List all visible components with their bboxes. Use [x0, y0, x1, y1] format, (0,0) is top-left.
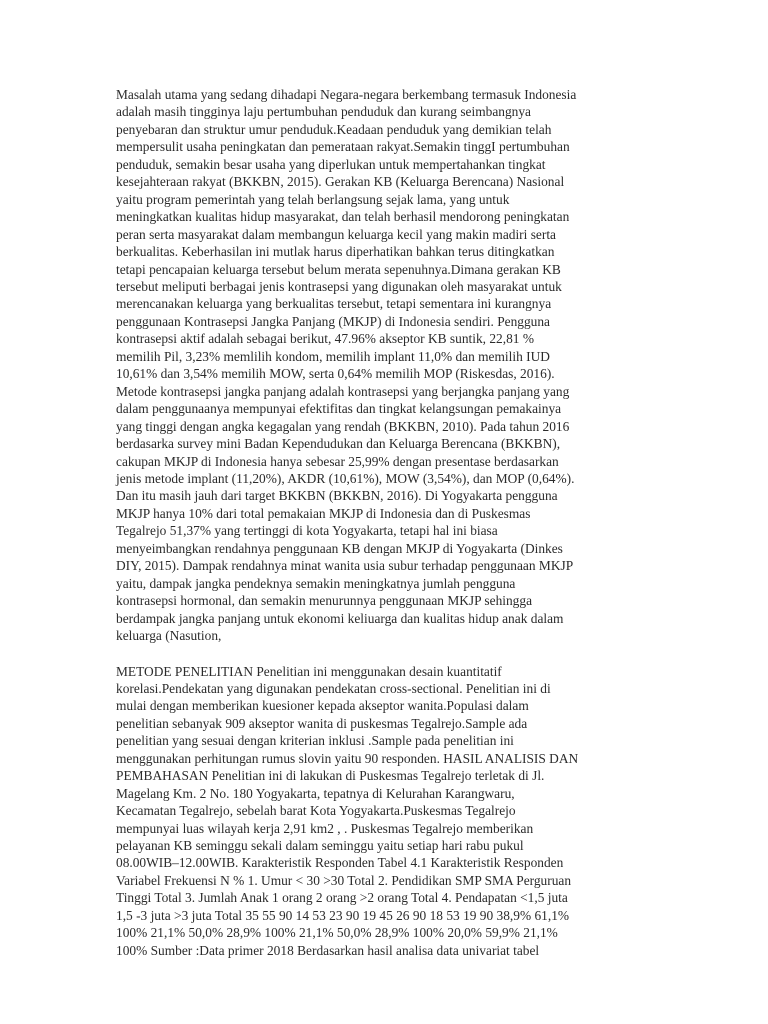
document-page: [116, 86, 656, 959]
paragraph-introduction: Masalah utama yang sedang dihadapi Negara-negara berkembang termasuk Indonesia adalah masih tingginya laju pertumbuhan penduduk dan kurang seimbangnya penyebaran dan struktur umur penduduk.Keadaan penduduk yang demikian telah mempersulit usaha peningkatan dan pemerataan rakyat.Semakin tinggI pertumbuhan penduduk, semakin besar usaha yang diperlukan untuk mempertahankan tingkat kesejahteraan rakyat (BKKBN, 2015). Gerakan KB (Keluarga Berencana) Nasional yaitu program pemerintah yang telah berlangsung sejak lama, yang untuk meningkatkan kualitas hidup masyarakat, dan telah berhasil mendorong peningkatan peran serta masyarakat dalam membangun keluarga kecil yang makin madiri serta berkualitas. Keberhasilan ini mutlak harus diperhatikan bahkan terus ditingkatkan tetapi pencapaian keluarga tersebut belum merata sepenuhnya.Dimana gerakan KB tersebut meliputi berbagai jenis kontrasepsi yang digunakan oleh masyarakat untuk merencanakan keluarga yang berkualitas tersebut, tetapi sementara ini kurangnya penggunaan Kontrasepsi Jangka Panjang (MKJP) di Indonesia sendiri. Pengguna kontrasepsi aktif adalah sebagai berikut, 47.96% akseptor KB suntik, 22,81 % memilih Pil, 3,23% memlilih kondom, memilih implant 11,0% dan memilih IUD 10,61% dan 3,54% memilih MOW, serta 0,64% memilih MOP (Riskesdas, 2016). Metode kontrasepsi jangka panjang adalah kontrasepsi yang berjangka panjang yang dalam penggunaanya mempunyai efektifitas dan tingkat kelangsungan pemakainya yang tinggi dengan angka kegagalan yang rendah (BKKBN, 2010). Pada tahun 2016 berdasarka survey mini Badan Kependudukan dan Keluarga Berencana (BKKBN), cakupan MKJP di Indonesia hanya sebesar 25,99% dengan presentase berdasarkan jenis metode implant (11,20%), AKDR (10,61%), MOW (3,54%), dan MOP (0,64%). Dan itu masih jauh dari target BKKBN (BKKBN, 2016). Di Yogyakarta pengguna MKJP hanya 10% dari total pemakaian MKJP di Indonesia dan di Puskesmas Tegalrejo 51,37% yang tertinggi di kota Yogyakarta, tetapi hal ini biasa menyeimbangkan rendahnya penggunaan KB dengan MKJP di Yogyakarta (Dinkes DIY, 2015). Dampak rendahnya minat wanita usia subur terhadap penggunaan MKJP yaitu, dampak jangka pendeknya semakin meningkatnya jumlah pengguna kontrasepsi hormonal, dan semakin menurunnya penggunaan MKJP sehingga berdampak jangka panjang untuk ekonomi keliuarga dan kualitas hidup anak dalam keluarga (Nasution,: [116, 87, 577, 644]
paragraph-methods-results: METODE PENELITIAN Penelitian ini menggunakan desain kuantitatif korelasi.Pendekatan yang digunakan pendekatan cross-sectional. Penelitian ini di mulai dengan memberikan kuesioner kepada akseptor wanita.Populasi dalam penelitian sebanyak 909 akseptor wanita di puskesmas Tegalrejo.Sample ada penelitian yang sesuai dengan kriterian inklusi .Sample pada penelitian ini menggunakan perhitungan rumus slovin yaitu 90 responden. HASIL ANALISIS DAN PEMBAHASAN Penelitian ini di lakukan di Puskesmas Tegalrejo terletak di Jl. Magelang Km. 2 No. 180 Yogyakarta, tepatnya di Kelurahan Karangwaru, Kecamatan Tegalrejo, sebelah barat Kota Yogyakarta.Puskesmas Tegalrejo mempunyai luas wilayah kerja 2,91 km2 , . Puskesmas Tegalrejo memberikan pelayanan KB seminggu sekali dalam seminggu yaitu setiap hari rabu pukul 08.00WIB–12.00WIB. Karakteristik Responden Tabel 4.1 Karakteristik Responden Variabel Frekuensi N % 1. Umur < 30 >30 Total 2. Pendidikan SMP SMA Perguruan Tinggi Total 3. Jumlah Anak 1 orang 2 orang >2 orang Total 4. Pendapatan <1,5 juta 1,5 -3 juta >3 juta Total 35 55 90 14 53 23 90 19 45 26 90 18 53 19 90 38,9% 61,1% 100% 21,1% 50,0% 28,9% 100% 21,1% 50,0% 28,9% 100% 20,0% 59,9% 21,1% 100% Sumber :Data primer 2018 Berdasarkan hasil analisa data univariat tabel: [116, 663, 579, 958]
